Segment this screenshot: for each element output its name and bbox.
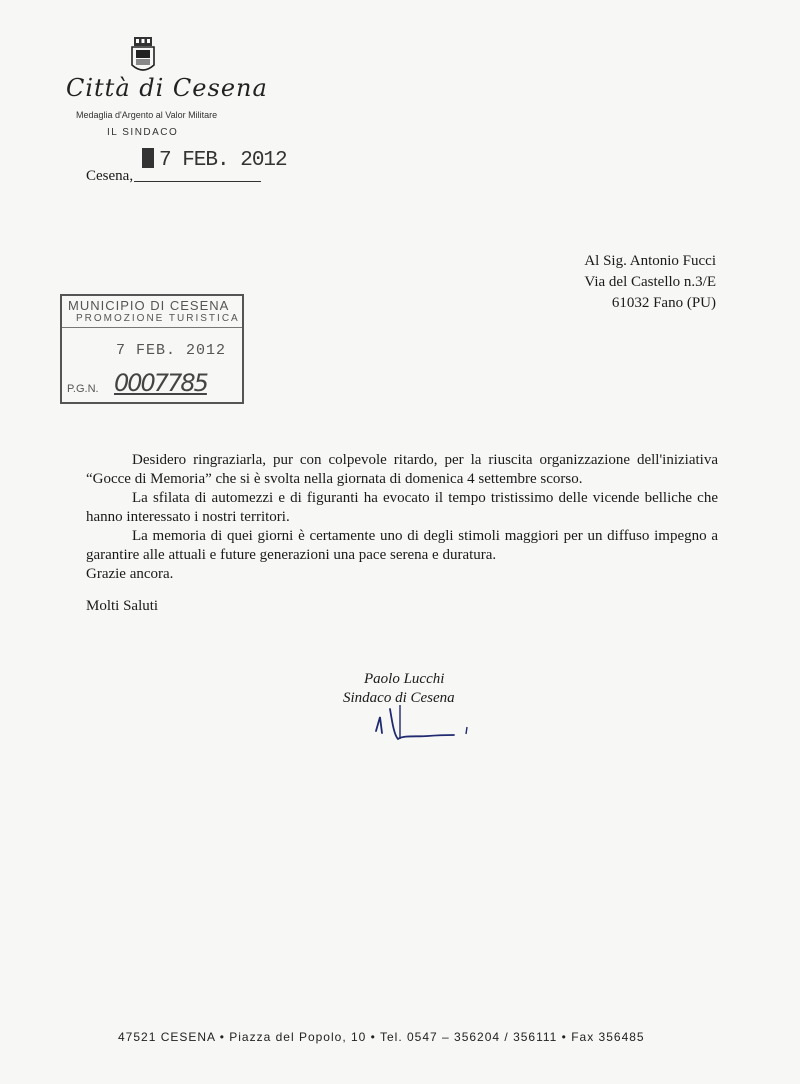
protocol-stamp bbox=[60, 294, 244, 404]
letterhead-city: Città di Cesena bbox=[66, 74, 268, 102]
letterhead-office: IL SINDACO bbox=[107, 127, 179, 138]
coat-of-arms-icon bbox=[131, 37, 155, 75]
stamp-pgn-label: P.G.N. bbox=[67, 383, 99, 395]
date-stamp bbox=[142, 148, 287, 172]
stamp-line1: MUNICIPIO DI CESENA bbox=[68, 298, 230, 313]
body-paragraph-4: Grazie ancora. bbox=[86, 566, 174, 582]
date-underline bbox=[134, 181, 261, 182]
letterhead-medal: Medaglia d'Argento al Valor Militare bbox=[76, 110, 218, 120]
footer-contact: 47521 CESENA • Piazza del Popolo, 10 • Tel. 0547 – 356204 / 356111 • Fax 356485 bbox=[118, 1030, 645, 1044]
date-place: Cesena, bbox=[86, 168, 134, 184]
body-paragraph-1: Desidero ringraziarla, pur con colpevole ritardo, per la riuscita organizzazione dell'iniziativa “Gocce di Memoria” che si è svolta nella giornata di domenica 4 settembre scorso. bbox=[86, 452, 718, 487]
closing: Molti Saluti bbox=[86, 598, 159, 614]
stamp-date: 7 FEB. 2012 bbox=[116, 342, 227, 359]
letter-body bbox=[86, 451, 718, 584]
recipient-address bbox=[584, 251, 716, 314]
signature-name: Paolo Lucchi bbox=[364, 671, 445, 687]
recipient-line2: Via del Castello n.3/E bbox=[584, 274, 716, 290]
signature-title: Sindaco di Cesena bbox=[343, 690, 455, 706]
stamp-line2: PROMOZIONE TURISTICA bbox=[76, 313, 240, 324]
stamp-pgn-number: 0007785 bbox=[114, 369, 207, 397]
date-stamp-text: 7 FEB. 2012 bbox=[159, 149, 287, 172]
body-paragraph-3: La memoria di quei giorni è certamente uno di degli stimoli maggiori per un diffuso impegno a garantire alle attuali e future generazioni una pace serena e duratura. bbox=[86, 528, 718, 563]
recipient-line3: 61032 Fano (PU) bbox=[611, 295, 716, 311]
stamp-divider bbox=[62, 327, 242, 328]
handwritten-signature-icon bbox=[370, 697, 480, 747]
body-paragraph-2: La sfilata di automezzi e di figuranti ha evocato il tempo tristissimo delle vicende belliche che hanno interessato i nostri territori. bbox=[86, 490, 718, 525]
stamp-block-icon bbox=[142, 148, 154, 168]
recipient-line1: Al Sig. Antonio Fucci bbox=[584, 253, 716, 269]
